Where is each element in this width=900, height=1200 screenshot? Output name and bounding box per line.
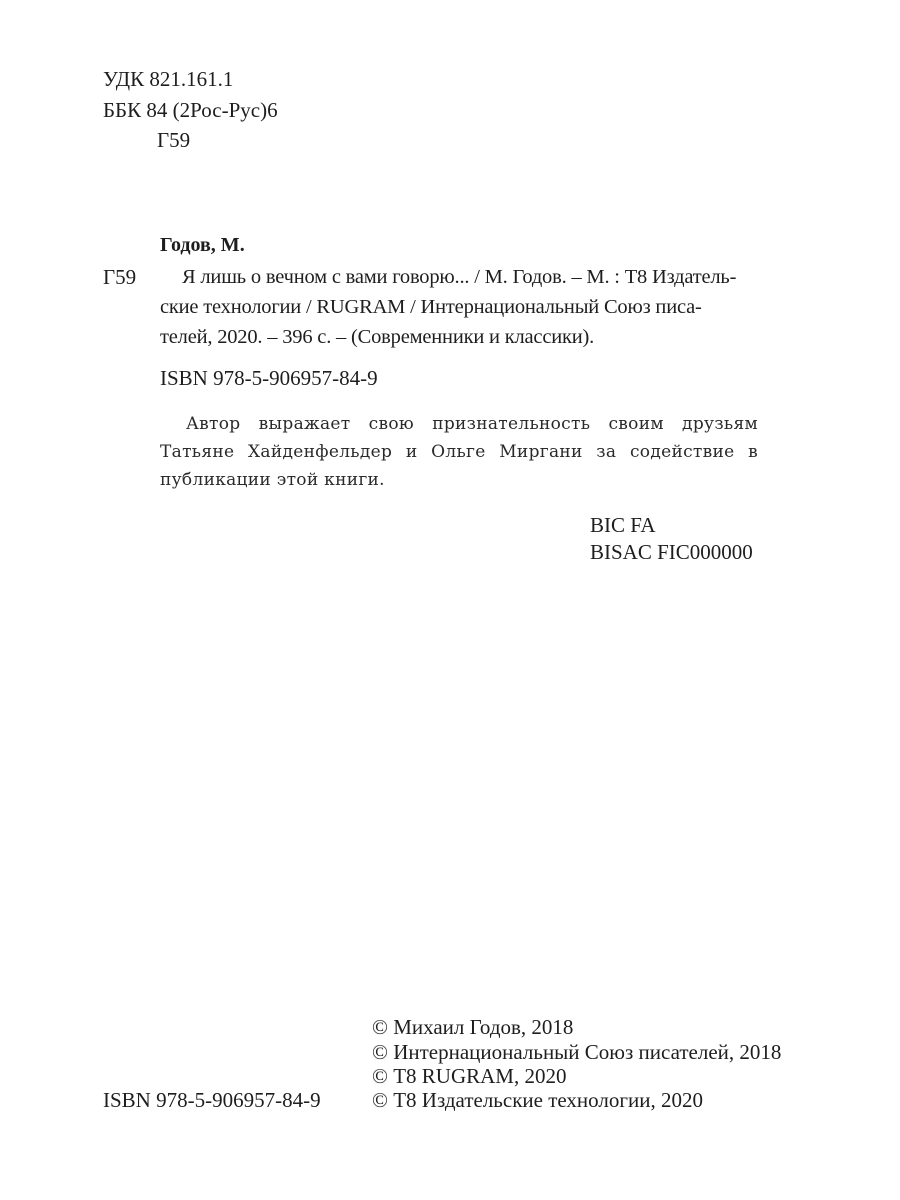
bibliographic-line: Я лишь о вечном с вами говорю... / М. Годов. – М. : Т8 Издатель-	[182, 266, 737, 288]
bisac-code: BISAC FIC000000	[590, 540, 753, 564]
bic-code: BIC FA	[590, 513, 656, 537]
acknowledgement-paragraph: Автор выражает свою признательность своим друзьям Татьяне Хайденфельдер и Ольге Миргани за содействие в публикации этой книги.	[160, 414, 758, 490]
bibliographic-line: телей, 2020. – 396 с. – (Современники и классики).	[160, 326, 595, 348]
udk-code: УДК 821.161.1	[103, 67, 234, 91]
entry-author-sign: Г59	[103, 265, 137, 289]
author-sign: Г59	[157, 128, 191, 152]
bbk-code: ББК 84 (2Рос-Рус)6	[103, 98, 278, 122]
copyright-line: © Интернациональный Союз писателей, 2018	[372, 1040, 782, 1064]
copyright-line: © Т8 Издательские технологии, 2020	[372, 1088, 703, 1112]
footer-isbn: ISBN 978-5-906957-84-9	[103, 1088, 321, 1112]
entry-isbn: ISBN 978-5-906957-84-9	[160, 366, 378, 390]
copyright-line: © Михаил Годов, 2018	[372, 1015, 574, 1039]
bibliographic-line: ские технологии / RUGRAM / Интернациональный Союз писа-	[160, 296, 702, 318]
entry-author: Годов, М.	[160, 234, 245, 256]
bibliographic-description	[160, 262, 758, 352]
copyright-line: © Т8 RUGRAM, 2020	[372, 1064, 567, 1088]
